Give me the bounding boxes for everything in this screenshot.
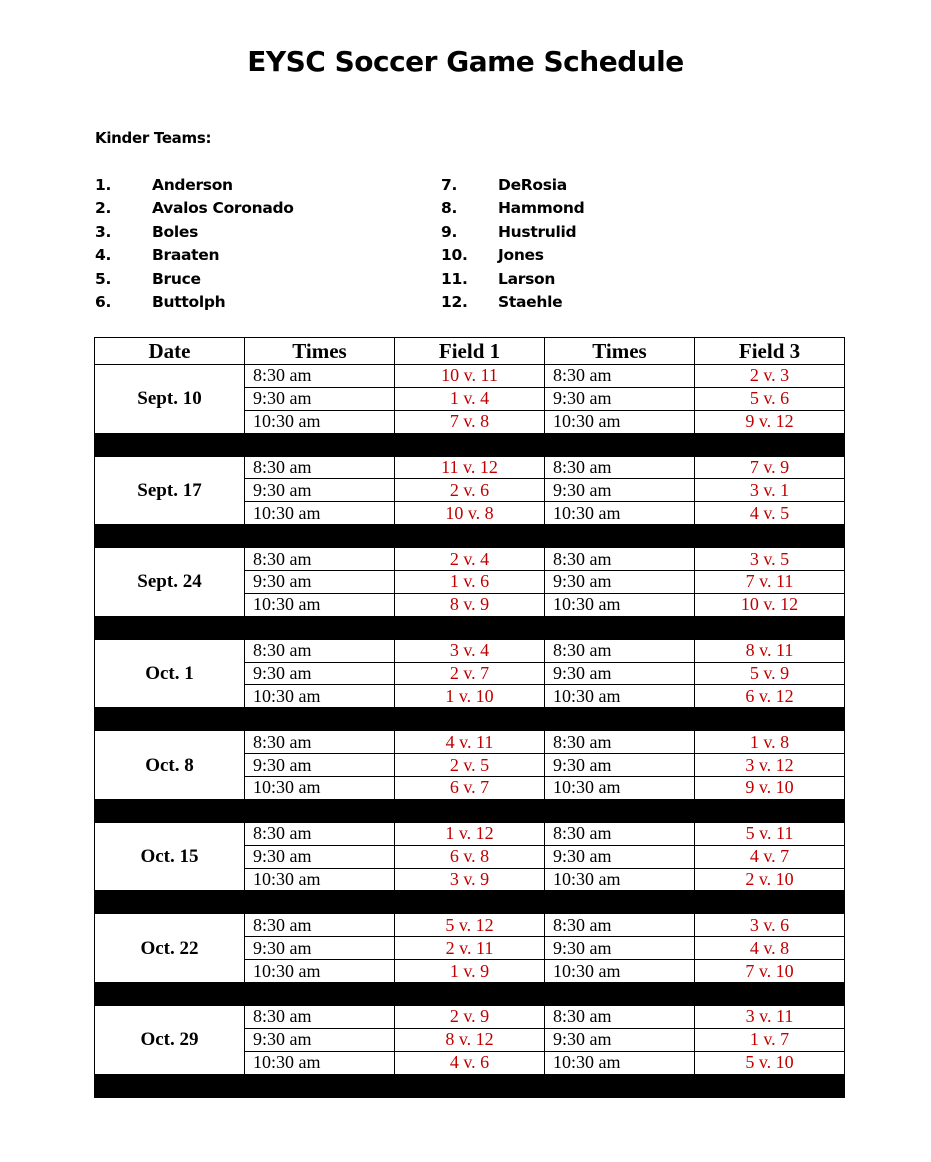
team-item [95,268,294,291]
team-number: 9. [441,222,458,241]
table-row [95,822,845,845]
time-cell-1: 10:30 am [245,593,395,616]
field-1-game-cell: 1 v. 6 [395,571,545,594]
team-name: Jones [498,246,544,265]
team-item [441,197,584,220]
field-3-game-cell: 5 v. 10 [695,1051,845,1074]
separator-bar [95,616,845,639]
table-row [95,456,845,479]
schedule-header [95,338,845,365]
time-cell-1: 9:30 am [245,387,395,410]
time-cell-1: 10:30 am [245,868,395,891]
time-cell-1: 9:30 am [245,937,395,960]
table-row [95,731,845,754]
field-1-game-cell: 2 v. 4 [395,548,545,571]
field-3-game-cell: 2 v. 10 [695,868,845,891]
week-separator [95,1074,845,1097]
week-separator [95,891,845,914]
team-name: DeRosia [498,176,567,194]
time-cell-1: 9:30 am [245,571,395,594]
time-cell-1: 10:30 am [245,777,395,800]
time-cell-2: 8:30 am [545,1005,695,1028]
field-3-game-cell: 7 v. 9 [695,456,845,479]
date-cell: Oct. 22 [95,914,245,983]
time-cell-2: 9:30 am [545,479,695,502]
team-item [95,221,294,244]
date-cell: Oct. 15 [95,822,245,891]
week-separator [95,708,845,731]
table-row [95,1005,845,1028]
separator-bar [95,983,845,1006]
team-name: Hammond [498,199,585,218]
time-cell-1: 9:30 am [245,1028,395,1051]
header-field-3: Field 3 [695,338,845,365]
time-cell-2: 10:30 am [545,1051,695,1074]
separator-bar [95,891,845,914]
time-cell-1: 9:30 am [245,754,395,777]
time-cell-2: 8:30 am [545,365,695,388]
field-1-game-cell: 1 v. 10 [395,685,545,708]
date-cell: Sept. 10 [95,365,245,434]
field-1-game-cell: 8 v. 12 [395,1028,545,1051]
table-row [95,548,845,571]
field-1-game-cell: 6 v. 7 [395,777,545,800]
week-separator [95,799,845,822]
field-1-game-cell: 2 v. 11 [395,937,545,960]
separator-bar [95,799,845,822]
field-1-game-cell: 4 v. 11 [395,731,545,754]
field-3-game-cell: 7 v. 10 [695,960,845,983]
time-cell-1: 10:30 am [245,502,395,525]
time-cell-2: 9:30 am [545,662,695,685]
schedule-body [95,365,845,1098]
team-number: 7. [441,176,458,194]
team-number: 2. [95,199,112,218]
header-times-2: Times [545,338,695,365]
field-3-game-cell: 8 v. 11 [695,639,845,662]
field-1-game-cell: 11 v. 12 [395,456,545,479]
date-cell: Oct. 1 [95,639,245,708]
field-3-game-cell: 9 v. 12 [695,410,845,433]
team-item [95,197,294,220]
field-1-game-cell: 4 v. 6 [395,1051,545,1074]
field-1-game-cell: 8 v. 9 [395,593,545,616]
team-item [441,291,584,314]
time-cell-1: 8:30 am [245,731,395,754]
team-number: 11. [441,269,468,288]
field-1-game-cell: 1 v. 12 [395,822,545,845]
time-cell-1: 8:30 am [245,456,395,479]
team-name: Bruce [152,269,201,288]
team-item [95,244,294,267]
time-cell-2: 10:30 am [545,868,695,891]
header-times-1: Times [245,338,395,365]
time-cell-2: 9:30 am [545,937,695,960]
time-cell-2: 10:30 am [545,593,695,616]
team-name: Anderson [152,176,233,194]
time-cell-1: 10:30 am [245,685,395,708]
team-list-right [441,174,584,314]
team-number: 8. [441,199,458,218]
field-3-game-cell: 9 v. 10 [695,777,845,800]
field-3-game-cell: 3 v. 1 [695,479,845,502]
field-3-game-cell: 1 v. 7 [695,1028,845,1051]
table-row [95,639,845,662]
field-3-game-cell: 3 v. 11 [695,1005,845,1028]
time-cell-2: 9:30 am [545,845,695,868]
field-3-game-cell: 2 v. 3 [695,365,845,388]
team-item [441,221,584,244]
field-3-game-cell: 3 v. 12 [695,754,845,777]
header-date: Date [95,338,245,365]
field-3-game-cell: 3 v. 5 [695,548,845,571]
week-separator [95,525,845,548]
team-name: Avalos Coronado [152,199,294,218]
field-1-game-cell: 2 v. 7 [395,662,545,685]
team-name: Hustrulid [498,222,577,241]
team-name: Braaten [152,246,220,265]
team-number: 3. [95,222,112,241]
field-1-game-cell: 10 v. 8 [395,502,545,525]
time-cell-1: 9:30 am [245,479,395,502]
team-number: 5. [95,269,112,288]
field-3-game-cell: 5 v. 9 [695,662,845,685]
week-separator [95,983,845,1006]
time-cell-2: 8:30 am [545,548,695,571]
field-3-game-cell: 7 v. 11 [695,571,845,594]
field-3-game-cell: 3 v. 6 [695,914,845,937]
field-3-game-cell: 6 v. 12 [695,685,845,708]
time-cell-1: 8:30 am [245,914,395,937]
team-item [95,291,294,314]
separator-bar [95,708,845,731]
field-1-game-cell: 2 v. 9 [395,1005,545,1028]
time-cell-1: 8:30 am [245,365,395,388]
time-cell-2: 8:30 am [545,822,695,845]
field-3-game-cell: 4 v. 8 [695,937,845,960]
field-1-game-cell: 10 v. 11 [395,365,545,388]
date-cell: Sept. 24 [95,548,245,617]
time-cell-2: 10:30 am [545,685,695,708]
header-row [95,338,845,365]
time-cell-2: 9:30 am [545,1028,695,1051]
team-number: 6. [95,292,112,311]
team-list-left [95,174,294,314]
time-cell-1: 10:30 am [245,410,395,433]
field-3-game-cell: 5 v. 6 [695,387,845,410]
field-3-game-cell: 10 v. 12 [695,593,845,616]
team-number: 4. [95,246,112,265]
time-cell-2: 10:30 am [545,410,695,433]
separator-bar [95,1074,845,1097]
team-number: 1. [95,176,112,194]
time-cell-2: 10:30 am [545,777,695,800]
date-cell: Oct. 8 [95,731,245,800]
time-cell-1: 8:30 am [245,639,395,662]
time-cell-2: 9:30 am [545,571,695,594]
time-cell-2: 10:30 am [545,502,695,525]
field-1-game-cell: 3 v. 9 [395,868,545,891]
field-3-game-cell: 1 v. 8 [695,731,845,754]
team-name: Boles [152,222,199,241]
time-cell-2: 8:30 am [545,914,695,937]
time-cell-2: 9:30 am [545,754,695,777]
page-title: EYSC Soccer Game Schedule [247,45,684,78]
field-1-game-cell: 2 v. 5 [395,754,545,777]
time-cell-1: 8:30 am [245,822,395,845]
team-name: Buttolph [152,292,226,311]
date-cell: Oct. 29 [95,1005,245,1074]
separator-bar [95,433,845,456]
field-1-game-cell: 1 v. 4 [395,387,545,410]
time-cell-1: 9:30 am [245,662,395,685]
field-1-game-cell: 6 v. 8 [395,845,545,868]
team-number: 10. [441,246,468,265]
teams-heading: Kinder Teams: [95,129,212,147]
field-1-game-cell: 2 v. 6 [395,479,545,502]
team-item [441,268,584,291]
time-cell-1: 8:30 am [245,548,395,571]
time-cell-2: 8:30 am [545,639,695,662]
separator-bar [95,525,845,548]
time-cell-2: 10:30 am [545,960,695,983]
field-3-game-cell: 4 v. 5 [695,502,845,525]
field-1-game-cell: 5 v. 12 [395,914,545,937]
week-separator [95,433,845,456]
time-cell-2: 8:30 am [545,456,695,479]
time-cell-1: 10:30 am [245,960,395,983]
schedule-table [94,337,845,1098]
field-1-game-cell: 1 v. 9 [395,960,545,983]
date-cell: Sept. 17 [95,456,245,525]
week-separator [95,616,845,639]
time-cell-1: 8:30 am [245,1005,395,1028]
table-row [95,914,845,937]
team-name: Staehle [498,292,563,311]
team-item [95,174,294,197]
time-cell-2: 9:30 am [545,387,695,410]
field-1-game-cell: 7 v. 8 [395,410,545,433]
time-cell-2: 8:30 am [545,731,695,754]
time-cell-1: 10:30 am [245,1051,395,1074]
team-number: 12. [441,292,468,311]
field-3-game-cell: 4 v. 7 [695,845,845,868]
table-row [95,365,845,388]
field-3-game-cell: 5 v. 11 [695,822,845,845]
field-1-game-cell: 3 v. 4 [395,639,545,662]
team-item [441,244,584,267]
team-name: Larson [498,269,556,288]
header-field-1: Field 1 [395,338,545,365]
team-item [441,174,584,197]
time-cell-1: 9:30 am [245,845,395,868]
